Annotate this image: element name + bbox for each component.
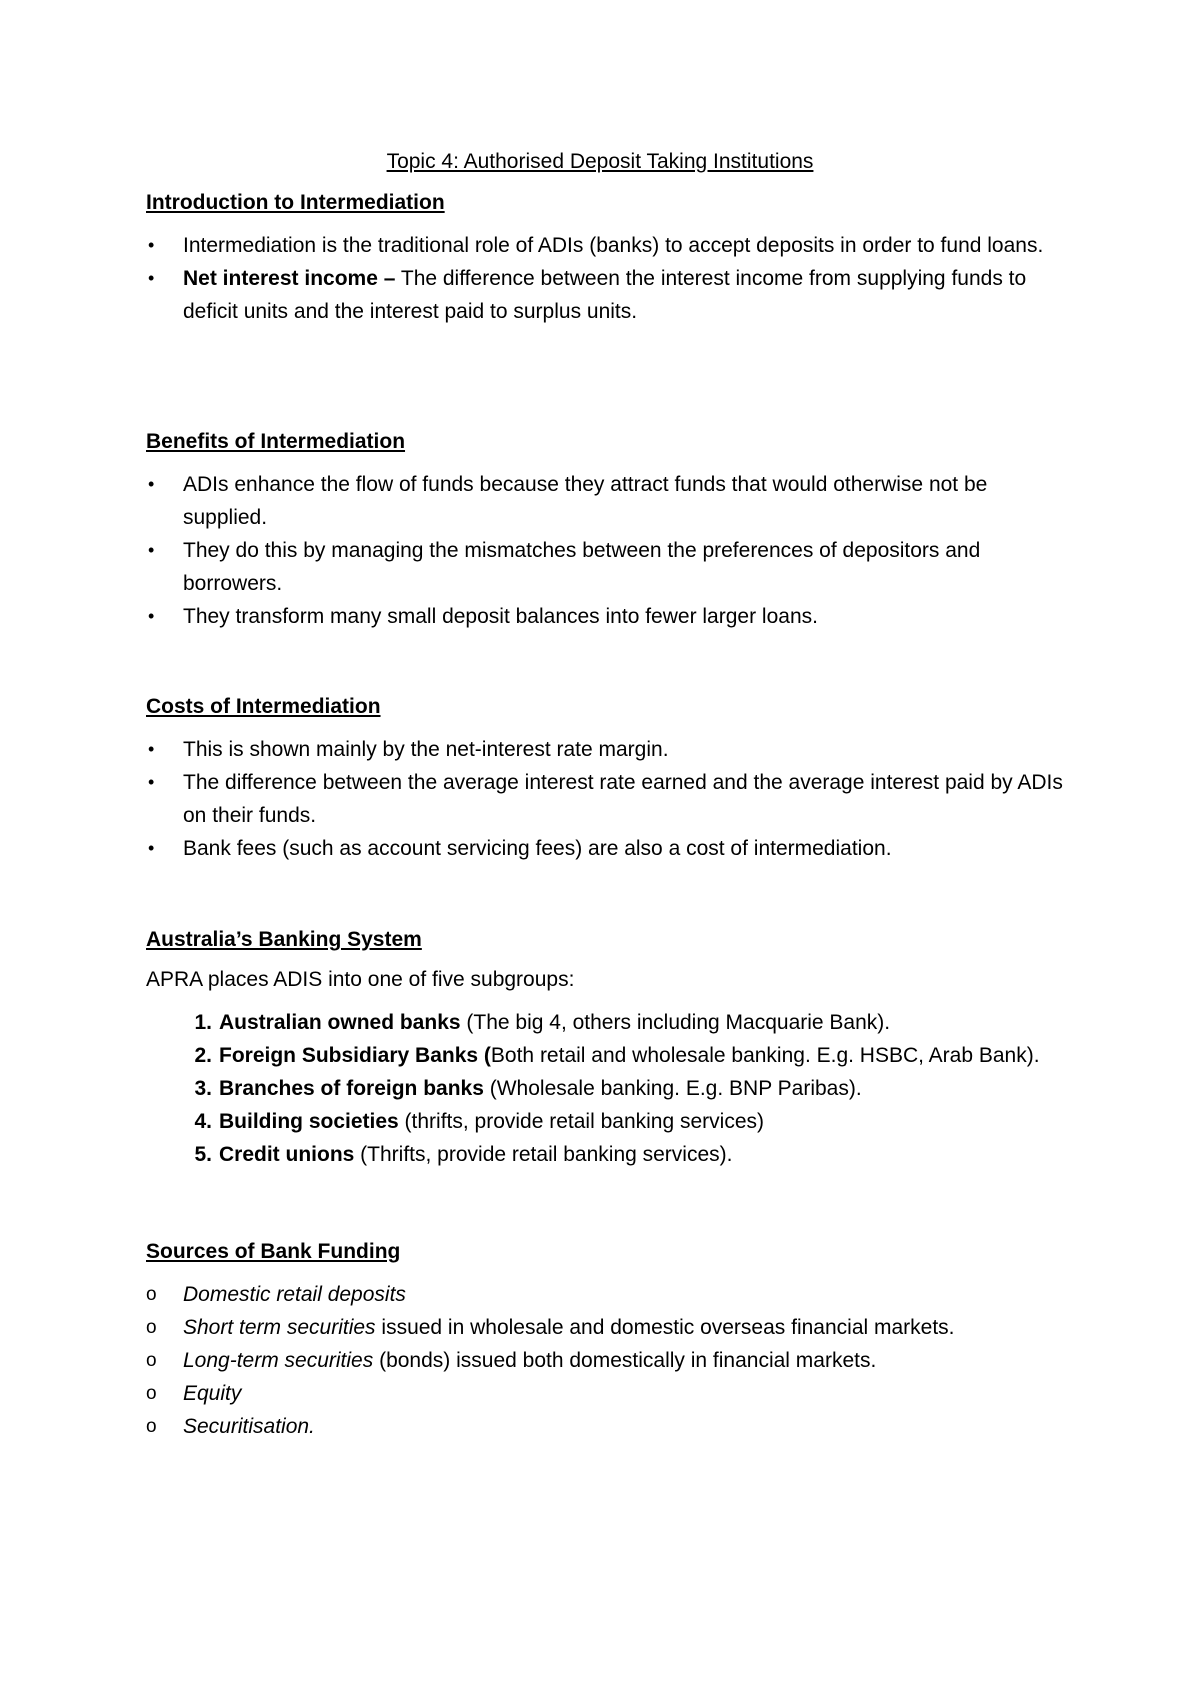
item-text: ADIs enhance the flow of funds because they attract funds that would otherwise not be supplied. [183, 473, 988, 529]
item-text: Intermediation is the traditional role of ADIs (banks) to accept deposits in order to fund loans. [183, 234, 1044, 257]
list-item [146, 1006, 1076, 1039]
item-italic-term: Domestic retail deposits [183, 1283, 406, 1306]
bullet-icon: • [148, 739, 155, 759]
circle-bullet-icon: o [146, 1317, 157, 1338]
list-item [146, 832, 1076, 865]
item-bold-term: Branches of foreign banks [219, 1077, 484, 1100]
section-heading: Costs of Intermediation [146, 695, 381, 718]
item-text: Bank fees (such as account servicing fees) are also a cost of intermediation. [183, 837, 892, 860]
list-item [146, 1410, 1076, 1443]
item-italic-term: Securitisation. [183, 1415, 315, 1438]
circle-bullet-icon: o [146, 1284, 157, 1305]
list-number: 5. [194, 1143, 212, 1166]
circle-bullet-icon: o [146, 1383, 157, 1404]
list-item [146, 733, 1076, 766]
bullet-list [146, 468, 1076, 633]
item-text: Both retail and wholesale banking. E.g. HSBC, Arab Bank). [490, 1044, 1040, 1067]
list-item [146, 468, 1076, 534]
item-italic-term: Short term securities [183, 1316, 376, 1339]
bullet-list [146, 229, 1076, 328]
section-bank-funding [146, 1238, 1076, 1443]
list-item [146, 1311, 1076, 1344]
list-number: 4. [194, 1110, 212, 1133]
item-italic-term: Long-term securities [183, 1349, 374, 1372]
bullet-icon: • [148, 540, 155, 560]
section-heading: Introduction to Intermediation [146, 191, 445, 214]
circle-bullet-icon: o [146, 1416, 157, 1437]
section-intro-text: APRA places ADIS into one of five subgroups: [146, 968, 575, 991]
list-number: 3. [194, 1077, 212, 1100]
item-bold-term: Foreign Subsidiary Banks ( [219, 1044, 491, 1067]
bullet-icon: • [148, 474, 155, 494]
item-text: They transform many small deposit balances into fewer larger loans. [183, 605, 818, 628]
list-item [146, 1072, 1076, 1105]
list-item [146, 262, 1076, 328]
bullet-icon: • [148, 606, 155, 626]
item-text: The difference between the interest income from supplying funds to deficit units and the interest paid to surplus units. [183, 267, 1027, 323]
list-item [146, 1039, 1076, 1072]
numbered-list [146, 1006, 1076, 1171]
bullet-icon: • [148, 268, 155, 288]
item-text: (Thrifts, provide retail banking services). [354, 1143, 733, 1166]
section-heading: Benefits of Intermediation [146, 430, 406, 453]
section-banking-system [146, 926, 1076, 1171]
list-number: 1. [194, 1011, 212, 1034]
list-item [146, 766, 1076, 832]
list-item [146, 1278, 1076, 1311]
item-text: This is shown mainly by the net-interest rate margin. [183, 738, 669, 761]
document-title: Topic 4: Authorised Deposit Taking Institutions [386, 150, 814, 173]
list-item [146, 229, 1076, 262]
bullet-icon: • [148, 772, 155, 792]
item-text: (bonds) issued both domestically in financial markets. [373, 1349, 877, 1372]
section-benefits [146, 428, 1076, 633]
bullet-icon: • [148, 838, 155, 858]
list-item [146, 1138, 1076, 1171]
section-costs [146, 693, 1076, 865]
list-item [146, 600, 1076, 633]
section-heading: Sources of Bank Funding [146, 1240, 401, 1263]
bullet-icon: • [148, 235, 155, 255]
item-bold-term: Australian owned banks [219, 1011, 461, 1034]
list-item [146, 534, 1076, 600]
item-text: (The big 4, others including Macquarie Bank). [460, 1011, 891, 1034]
bullet-list [146, 733, 1076, 865]
item-bold-term: Credit unions [219, 1143, 355, 1166]
item-bold-term: Net interest income – [183, 267, 396, 290]
section-introduction [146, 189, 1076, 328]
section-heading: Australia’s Banking System [146, 928, 422, 951]
item-bold-term: Building societies [219, 1110, 399, 1133]
item-text: (thrifts, provide retail banking services) [398, 1110, 765, 1133]
circle-bullet-list [146, 1278, 1076, 1443]
list-item [146, 1105, 1076, 1138]
item-italic-term: Equity [183, 1382, 242, 1405]
item-text: (Wholesale banking. E.g. BNP Paribas). [483, 1077, 862, 1100]
item-text: They do this by managing the mismatches between the preferences of depositors and borrowers. [183, 539, 981, 595]
item-text: issued in wholesale and domestic overseas financial markets. [375, 1316, 955, 1339]
circle-bullet-icon: o [146, 1350, 157, 1371]
list-item [146, 1344, 1076, 1377]
list-item [146, 1377, 1076, 1410]
list-number: 2. [194, 1044, 212, 1067]
item-text: The difference between the average interest rate earned and the average interest paid by ADIs on their funds. [183, 771, 1063, 827]
